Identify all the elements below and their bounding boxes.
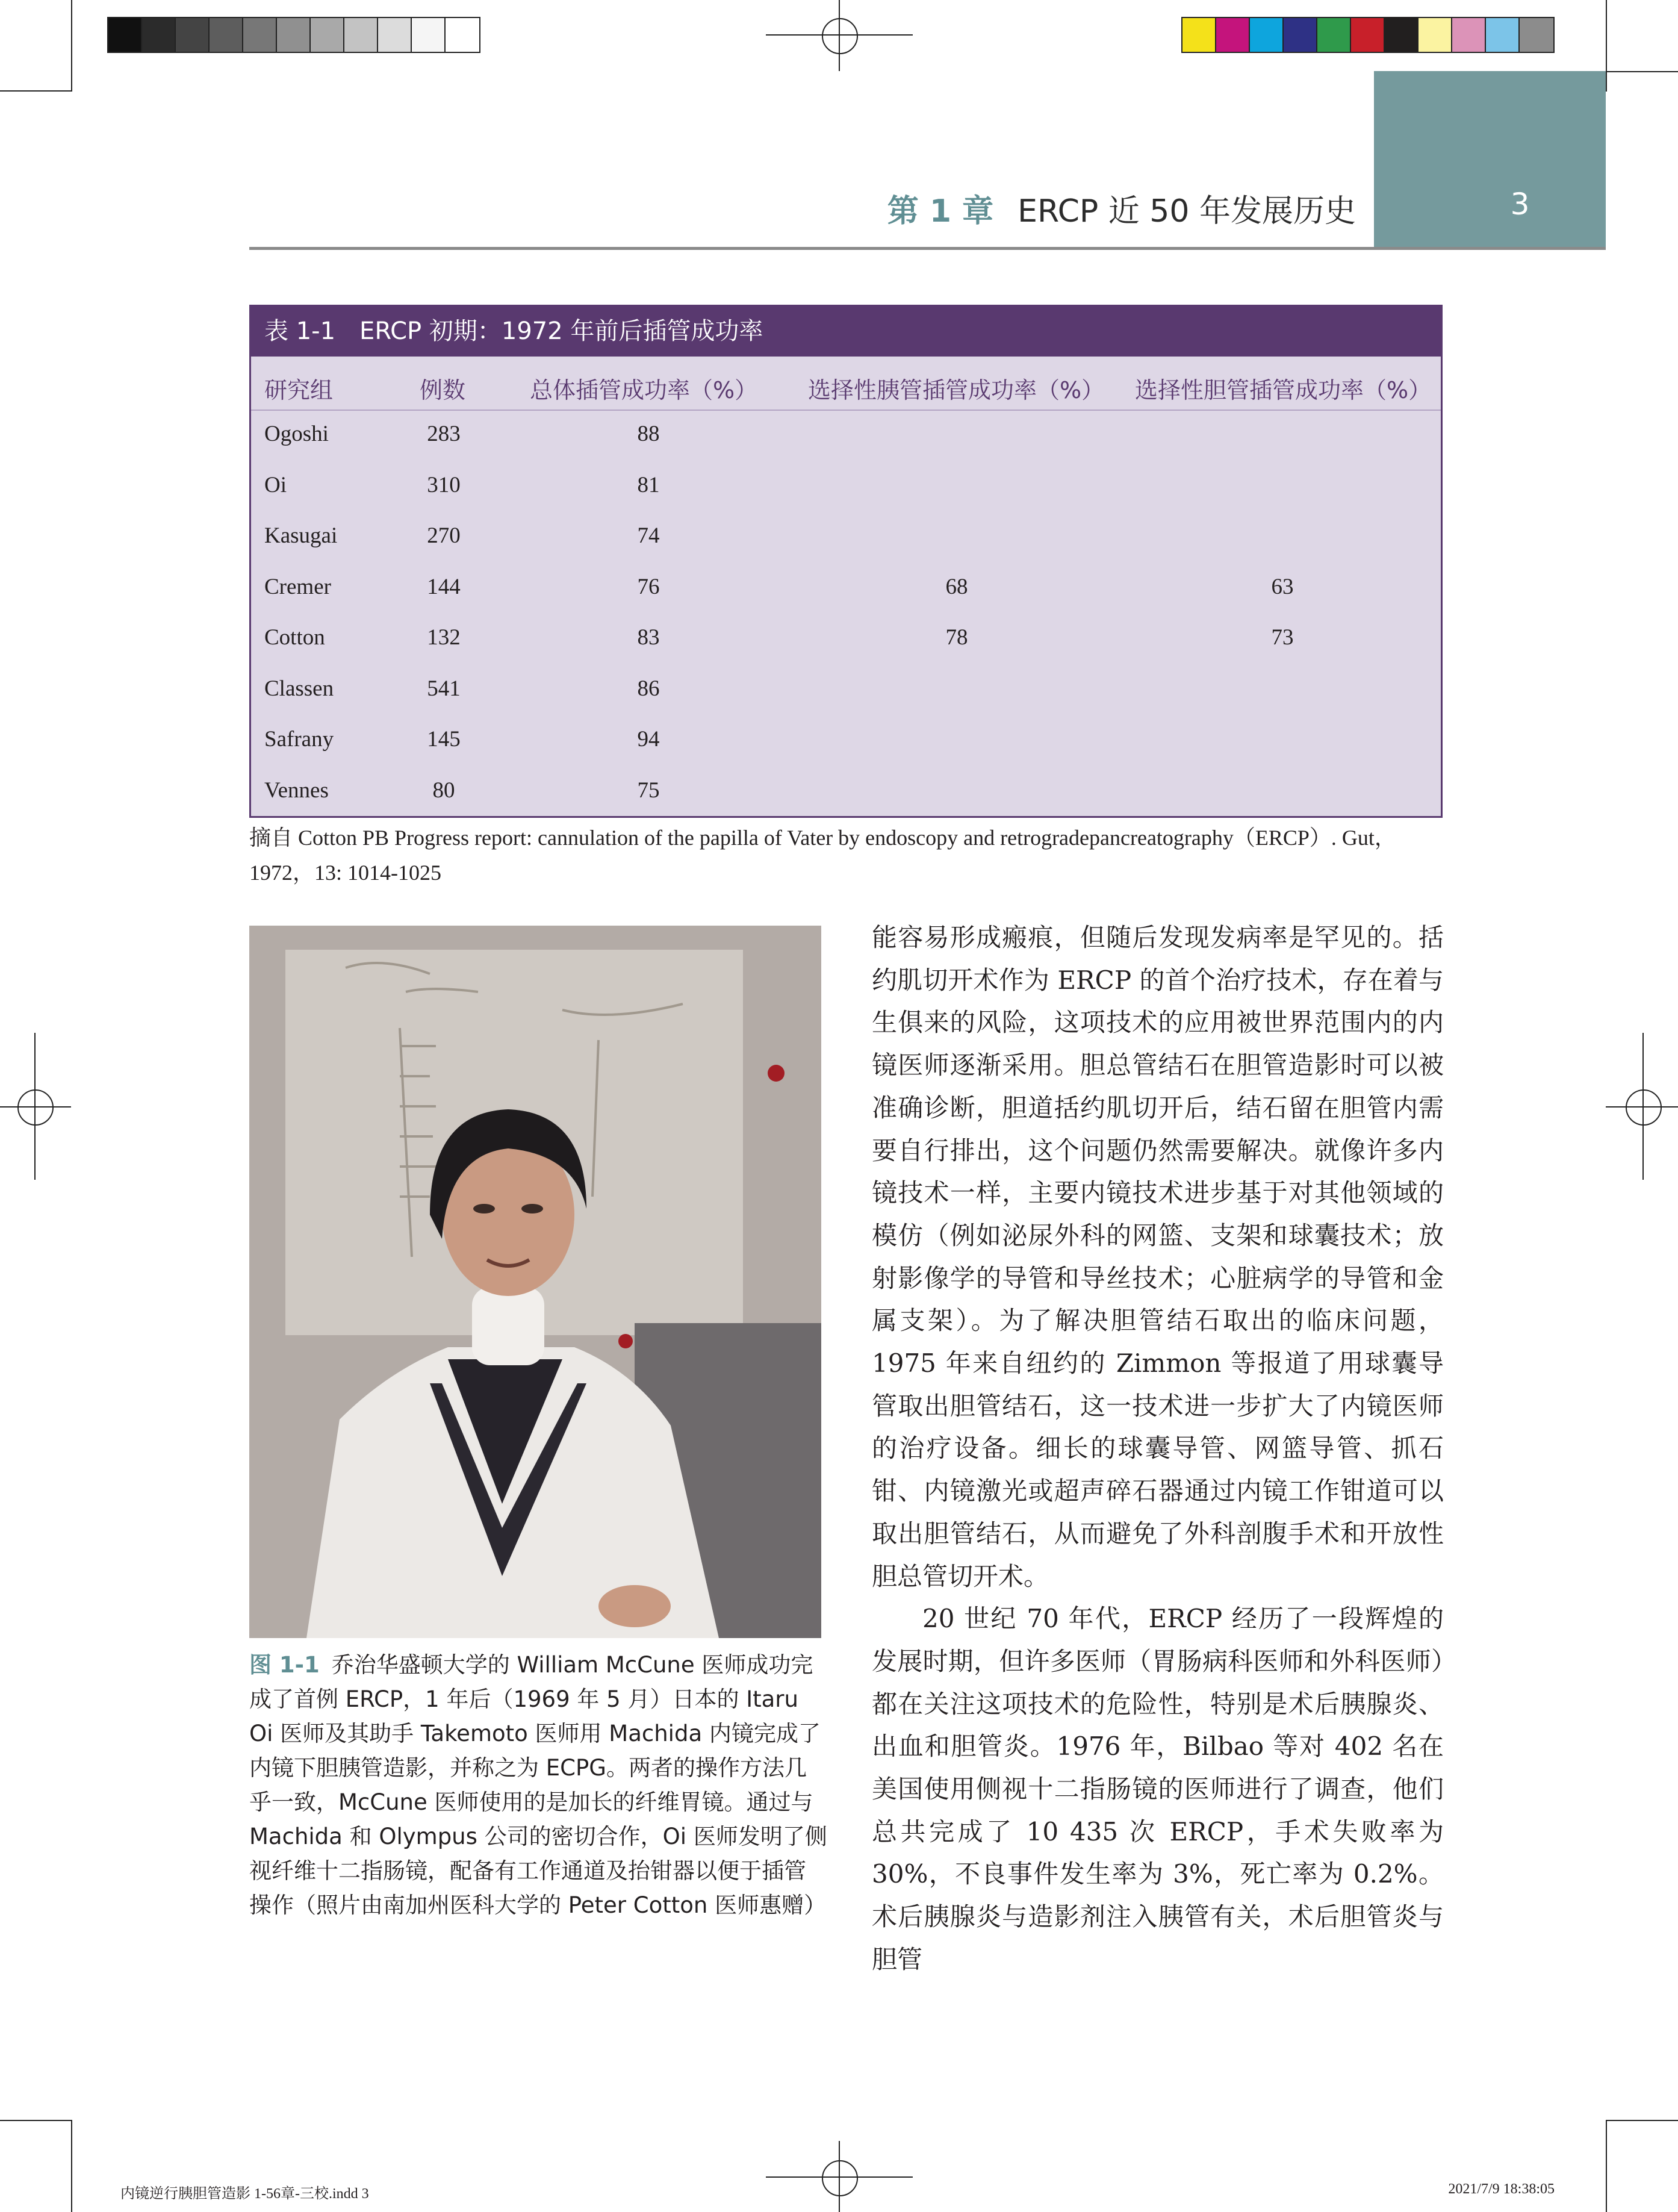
portrait-illustration <box>249 926 821 1638</box>
crop-mark <box>0 2120 71 2121</box>
table-cell: 73 <box>1271 625 1294 650</box>
gray-swatch <box>311 18 344 52</box>
figure-caption <box>249 1648 827 1922</box>
table-cell: 86 <box>637 676 660 701</box>
color-bar <box>1181 17 1555 53</box>
table-source-note: 摘自 Cotton PB Progress report: cannulation of the papilla of Vater by endoscopy and retrogradepancreatography（ERCP）. Gut，1972，13: 1014-1025 <box>249 826 1396 885</box>
paragraph: 20 世纪 70 年代，ERCP 经历了一段辉煌的发展时期，但许多医师（胃肠病科医师和外科医师）都在关注这项技术的危险性，特别是术后胰腺炎、出血和胆管炎。1976 年，Bilbao 等对 402 名在美国使用侧视十二指肠镜的医师进行了调查，他们总共完成了 10 435 次 ERCP，手术失败率为 30%，不良事件发生率为 3%，死亡率为 0.2%。术后胰腺炎与造影剂注入胰管有关，术后胆管炎与胆管 <box>872 1604 1444 1974</box>
table-cell: 63 <box>1271 574 1294 599</box>
table-cell-group: Classen <box>264 676 334 701</box>
column-header: 例数 <box>420 377 466 403</box>
color-swatch <box>1284 18 1317 52</box>
figure-photo <box>249 926 821 1638</box>
color-swatch <box>1182 18 1216 52</box>
color-swatch <box>1419 18 1452 52</box>
color-swatch <box>1520 18 1553 52</box>
table-cell-group: Vennes <box>264 777 329 803</box>
file-slug: 内镜逆行胰胆管造影 1-56章-三校.indd 3 <box>120 2186 369 2202</box>
chapter-tab <box>1374 71 1606 249</box>
crop-mark <box>1606 2120 1678 2121</box>
paragraph: 能容易形成瘢痕，但随后发现发病率是罕见的。括约肌切开术作为 ERCP 的首个治疗技术，存在着与生俱来的风险，这项技术的应用被世界范围内的内镜医师逐渐采用。胆总管结石在胆管造影时可以被准确诊断，胆道括约肌切开后，结石留在胆管内需要自行排出，这个问题仍然需要解决。就像许多内镜技术一样，主要内镜技术进步基于对其他领域的模仿（例如泌尿外科的网篮、支架和球囊技术；放射影像学的导管和导丝技术；心脏病学的导管和金属支架）。为了解决胆管结石取出的临床问题，1975 年来自纽约的 Zimmon 等报道了用球囊导管取出胆管结石，这一技术进一步扩大了内镜医师的治疗设备。细长的球囊导管、网篮导管、抓石钳、内镜激光或超声碎石器通过内镜工作钳道可以取出胆管结石，从而避免了外科剖腹手术和开放性胆总管切开术。 <box>872 923 1444 1591</box>
color-swatch <box>1317 18 1351 52</box>
gray-swatch <box>176 18 210 52</box>
table-cell: 310 <box>427 472 461 497</box>
table-cell: 80 <box>432 777 455 803</box>
table-cell-group: Safrany <box>264 727 334 752</box>
table-cell: 83 <box>637 625 660 650</box>
timestamp-slug: 2021/7/9 18:38:05 <box>1448 2181 1555 2197</box>
table-cell: 132 <box>427 625 461 650</box>
figure-label: 图 1-1 <box>249 1652 320 1678</box>
table-cell-group: Oi <box>264 472 287 497</box>
header-rule <box>249 247 1606 250</box>
figure-caption-text: 乔治华盛顿大学的 William McCune 医师成功完成了首例 ERCP，1 年后（1969 年 5 月）日本的 Itaru Oi 医师及其助手 Takemoto 医师用 Machida 内镜完成了内镜下胆胰管造影，并称之为 ECPG。两者的操作方法几乎一致，McCune 医师使用的是加长的纤维胃镜。通过与 Machida 和 Olympus 公司的密切合作，Oi 医师发明了侧视纤维十二指肠镜，配备有工作通道及抬钳器以便于插管操作（照片由南加州医科大学的 Peter Cotton 医师惠赠） <box>249 1652 827 1918</box>
table-cell: 541 <box>427 676 461 701</box>
table-cell-group: Ogoshi <box>264 422 329 446</box>
table-cell: 75 <box>637 777 660 803</box>
gray-swatch <box>344 18 378 52</box>
table-cell: 74 <box>637 523 660 548</box>
color-swatch <box>1351 18 1385 52</box>
table-cell: 81 <box>637 472 660 497</box>
table-cell: 270 <box>427 523 461 548</box>
column-header: 选择性胆管插管成功率（%） <box>1135 377 1432 403</box>
table-cell: 144 <box>427 574 461 599</box>
gray-swatch <box>446 18 479 52</box>
gray-swatch <box>277 18 311 52</box>
color-swatch <box>1486 18 1520 52</box>
table-cell: 76 <box>637 574 660 599</box>
gray-swatch <box>210 18 243 52</box>
table-cell: 68 <box>945 574 968 599</box>
column-header: 研究组 <box>264 377 334 403</box>
table-cell: 145 <box>427 727 461 752</box>
crop-mark <box>71 0 72 92</box>
column-header: 总体插管成功率（%） <box>530 377 758 403</box>
gray-swatch <box>243 18 277 52</box>
body-text <box>872 917 1444 1981</box>
table-cell: 88 <box>637 422 660 446</box>
grayscale-bar <box>107 17 480 53</box>
table-cell: 94 <box>637 727 660 752</box>
crop-mark <box>1606 71 1678 72</box>
column-header: 选择性胰管插管成功率（%） <box>808 377 1105 403</box>
header-rule <box>251 410 1441 411</box>
crop-mark <box>1606 2120 1607 2212</box>
table-cell: 78 <box>945 625 968 650</box>
success-rate-table <box>249 305 1443 818</box>
color-swatch <box>1216 18 1250 52</box>
running-header <box>887 185 1356 231</box>
gray-swatch <box>412 18 446 52</box>
crop-mark <box>0 90 71 92</box>
page-number: 3 <box>1510 187 1530 222</box>
table-cell-group: Cremer <box>264 574 331 599</box>
chapter-title: ERCP 近 50 年发展历史 <box>1018 193 1356 229</box>
gray-swatch <box>108 18 142 52</box>
chapter-label: 第 1 章 <box>887 193 994 229</box>
table-cell-group: Kasugai <box>264 523 338 548</box>
crop-mark <box>1606 0 1607 92</box>
table-title: 表 1-1 ERCP 初期：1972 年前后插管成功率 <box>251 307 1441 357</box>
color-swatch <box>1452 18 1486 52</box>
table-cell-group: Cotton <box>264 625 325 650</box>
gray-swatch <box>142 18 176 52</box>
color-swatch <box>1250 18 1284 52</box>
table-cell: 283 <box>427 422 461 446</box>
crop-mark <box>71 2120 72 2212</box>
gray-swatch <box>378 18 412 52</box>
color-swatch <box>1385 18 1419 52</box>
